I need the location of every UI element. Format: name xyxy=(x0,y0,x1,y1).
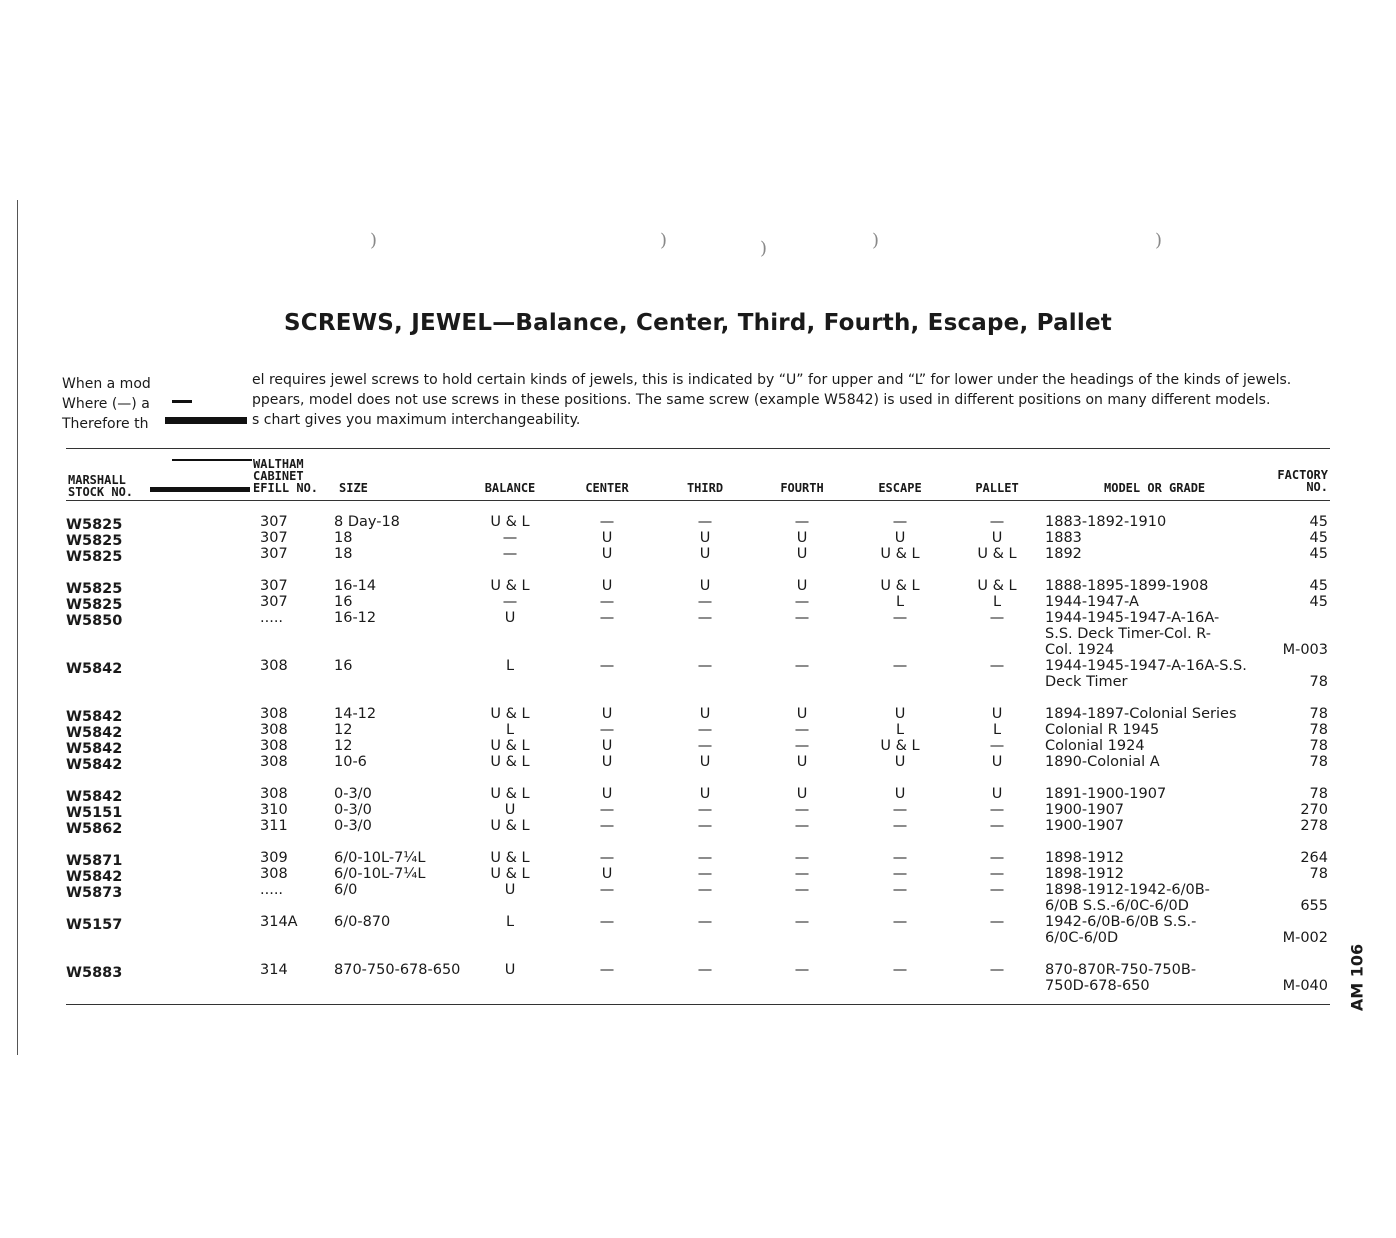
factory-number-cell: 78 xyxy=(1309,674,1328,690)
thi-cell: — xyxy=(697,738,713,754)
stock-number-cell: W5842 xyxy=(66,789,123,805)
model-grade-cell: Deck Timer xyxy=(1045,674,1128,690)
fou-cell: U xyxy=(796,578,808,594)
factory-number-cell: 45 xyxy=(1309,578,1328,594)
esc-cell: — xyxy=(892,658,908,674)
size-cell: 8 Day-18 xyxy=(334,514,400,530)
esc-cell: — xyxy=(892,610,908,626)
header-marshall-1: MARSHALL xyxy=(68,473,126,487)
thi-cell: — xyxy=(697,722,713,738)
esc-cell: U & L xyxy=(880,738,920,754)
fou-cell: — xyxy=(794,514,810,530)
model-grade-cell: Colonial R 1945 xyxy=(1045,722,1160,738)
factory-number-cell: 45 xyxy=(1309,530,1328,546)
model-grade-cell: 1892 xyxy=(1045,546,1082,562)
header-factory-2: NO. xyxy=(1306,480,1328,494)
header-factory-1: FACTORY xyxy=(1277,468,1328,482)
factory-number-cell: 78 xyxy=(1309,722,1328,738)
esc-cell: U xyxy=(894,706,906,722)
cab-cell: 307 xyxy=(260,514,288,530)
model-grade-cell: 1944-1947-A xyxy=(1045,594,1139,610)
bal-cell: U & L xyxy=(490,850,530,866)
pal-cell: U xyxy=(991,706,1003,722)
esc-cell: — xyxy=(892,802,908,818)
stock-number-cell: W5825 xyxy=(66,597,123,613)
intro-left-line-2: Where (—) a xyxy=(62,396,150,412)
cab-cell: 307 xyxy=(260,546,288,562)
bal-cell: U & L xyxy=(490,818,530,834)
cab-cell: 308 xyxy=(260,738,288,754)
cen-cell: U xyxy=(601,786,613,802)
cab-cell: 307 xyxy=(260,594,288,610)
factory-number-cell: 78 xyxy=(1309,738,1328,754)
size-cell: 16 xyxy=(334,594,353,610)
header-fourth: FOURTH xyxy=(780,481,824,495)
stock-number-cell: W5825 xyxy=(66,549,123,565)
bal-cell: — xyxy=(502,594,518,610)
pal-cell: L xyxy=(992,722,1002,738)
thi-cell: U xyxy=(699,754,711,770)
size-cell: 10-6 xyxy=(334,754,367,770)
intro-right-line-2: ppears, model does not use screws in these positions. The same screw (example W5842) is used in different positions on many different models. xyxy=(252,392,1271,408)
fou-cell: U xyxy=(796,754,808,770)
table-bottom-rule xyxy=(66,1004,1330,1005)
pal-cell: — xyxy=(989,962,1005,978)
table-header-rule xyxy=(66,500,1330,501)
model-grade-cell: 6/0B S.S.-6/0C-6/0D xyxy=(1045,898,1189,914)
fou-cell: — xyxy=(794,610,810,626)
bal-cell: U & L xyxy=(490,514,530,530)
factory-number-cell: M-002 xyxy=(1282,930,1328,946)
fou-cell: — xyxy=(794,818,810,834)
pal-cell: — xyxy=(989,914,1005,930)
stock-number-cell: W5842 xyxy=(66,757,123,773)
pal-cell: — xyxy=(989,610,1005,626)
model-grade-cell: 6/0C-6/0D xyxy=(1045,930,1119,946)
cab-cell: 311 xyxy=(260,818,288,834)
esc-cell: U & L xyxy=(880,546,920,562)
esc-cell: — xyxy=(892,514,908,530)
cab-cell: 314 xyxy=(260,962,288,978)
pal-cell: — xyxy=(989,818,1005,834)
thi-cell: — xyxy=(697,594,713,610)
pal-cell: — xyxy=(989,866,1005,882)
intro-right-line-1: el requires jewel screws to hold certain kinds of jewels, this is indicated by “U” for upper and “L” for lower under the headings of the kinds of jewels. xyxy=(252,372,1292,388)
fou-cell: U xyxy=(796,706,808,722)
size-cell: 16-14 xyxy=(334,578,377,594)
redaction-mark xyxy=(165,417,247,424)
factory-number-cell: M-003 xyxy=(1282,642,1328,658)
redaction-mark xyxy=(172,459,252,461)
header-waltham-3: EFILL NO. xyxy=(253,481,319,495)
pal-cell: — xyxy=(989,658,1005,674)
size-cell: 0-3/0 xyxy=(334,786,372,802)
esc-cell: — xyxy=(892,962,908,978)
fou-cell: — xyxy=(794,658,810,674)
pal-cell: — xyxy=(989,738,1005,754)
model-grade-cell: 1944-1945-1947-A-16A-S.S. xyxy=(1045,658,1247,674)
cen-cell: — xyxy=(599,802,615,818)
header-balance: BALANCE xyxy=(484,481,536,495)
bal-cell: U xyxy=(504,610,516,626)
cen-cell: U xyxy=(601,866,613,882)
pal-cell: — xyxy=(989,882,1005,898)
model-grade-cell: 1890-Colonial A xyxy=(1045,754,1160,770)
factory-number-cell: M-040 xyxy=(1282,978,1328,994)
size-cell: 6/0 xyxy=(334,882,358,898)
redaction-mark xyxy=(150,487,250,492)
intro-left-line-1: When a mod xyxy=(62,376,151,392)
fou-cell: — xyxy=(794,594,810,610)
cen-cell: U xyxy=(601,754,613,770)
model-grade-cell: 1898-1912 xyxy=(1045,866,1125,882)
cen-cell: U xyxy=(601,578,613,594)
punch-mark: ) xyxy=(872,230,880,251)
model-grade-cell: 1888-1895-1899-1908 xyxy=(1045,578,1209,594)
factory-number-cell: 78 xyxy=(1309,706,1328,722)
header-third: THIRD xyxy=(686,481,724,495)
fou-cell: — xyxy=(794,738,810,754)
model-grade-cell: 1883 xyxy=(1045,530,1082,546)
header-model: MODEL OR GRADE xyxy=(1104,481,1206,495)
thi-cell: U xyxy=(699,786,711,802)
esc-cell: — xyxy=(892,818,908,834)
cab-cell: 308 xyxy=(260,722,288,738)
model-grade-cell: 1900-1907 xyxy=(1045,818,1125,834)
model-grade-cell: 1883-1892-1910 xyxy=(1045,514,1167,530)
model-grade-cell: 1944-1945-1947-A-16A- xyxy=(1045,610,1220,626)
bal-cell: — xyxy=(502,530,518,546)
fou-cell: — xyxy=(794,882,810,898)
stock-number-cell: W5842 xyxy=(66,741,123,757)
size-cell: 6/0-870 xyxy=(334,914,391,930)
cab-cell: 309 xyxy=(260,850,288,866)
cen-cell: U xyxy=(601,706,613,722)
stock-number-cell: W5850 xyxy=(66,613,123,629)
cen-cell: U xyxy=(601,530,613,546)
esc-cell: U xyxy=(894,754,906,770)
cen-cell: — xyxy=(599,962,615,978)
factory-number-cell: 78 xyxy=(1309,786,1328,802)
bal-cell: U xyxy=(504,882,516,898)
cen-cell: — xyxy=(599,850,615,866)
factory-number-cell: 264 xyxy=(1300,850,1328,866)
model-grade-cell: 1891-1900-1907 xyxy=(1045,786,1167,802)
bal-cell: L xyxy=(505,914,515,930)
cen-cell: — xyxy=(599,514,615,530)
fou-cell: U xyxy=(796,786,808,802)
cab-cell: 310 xyxy=(260,802,288,818)
cab-cell: 308 xyxy=(260,786,288,802)
size-cell: 6/0-10L-7¼L xyxy=(334,850,426,866)
fou-cell: U xyxy=(796,546,808,562)
esc-cell: L xyxy=(895,722,905,738)
punch-mark: ) xyxy=(660,230,668,251)
header-waltham-1: WALTHAM xyxy=(253,457,304,471)
factory-number-cell: 78 xyxy=(1309,754,1328,770)
esc-cell: U xyxy=(894,530,906,546)
cen-cell: — xyxy=(599,610,615,626)
thi-cell: — xyxy=(697,658,713,674)
page-title: SCREWS, JEWEL—Balance, Center, Third, Fourth, Escape, Pallet xyxy=(284,310,1112,336)
thi-cell: — xyxy=(697,850,713,866)
bal-cell: U & L xyxy=(490,706,530,722)
esc-cell: — xyxy=(892,882,908,898)
thi-cell: U xyxy=(699,530,711,546)
model-grade-cell: 1898-1912-1942-6/0B- xyxy=(1045,882,1210,898)
bal-cell: U & L xyxy=(490,578,530,594)
cab-cell: 308 xyxy=(260,754,288,770)
factory-number-cell: 270 xyxy=(1300,802,1328,818)
model-grade-cell: 1942-6/0B-6/0B S.S.- xyxy=(1045,914,1197,930)
esc-cell: U xyxy=(894,786,906,802)
bal-cell: U & L xyxy=(490,754,530,770)
thi-cell: U xyxy=(699,706,711,722)
stock-number-cell: W5842 xyxy=(66,869,123,885)
pal-cell: U xyxy=(991,754,1003,770)
esc-cell: — xyxy=(892,866,908,882)
bal-cell: — xyxy=(502,546,518,562)
pal-cell: — xyxy=(989,514,1005,530)
model-grade-cell: S.S. Deck Timer-Col. R- xyxy=(1045,626,1212,642)
size-cell: 0-3/0 xyxy=(334,818,372,834)
cen-cell: — xyxy=(599,818,615,834)
size-cell: 14-12 xyxy=(334,706,377,722)
stock-number-cell: W5842 xyxy=(66,661,123,677)
cab-cell: 307 xyxy=(260,530,288,546)
pal-cell: — xyxy=(989,850,1005,866)
cen-cell: — xyxy=(599,722,615,738)
thi-cell: — xyxy=(697,610,713,626)
size-cell: 16 xyxy=(334,658,353,674)
fou-cell: — xyxy=(794,914,810,930)
thi-cell: — xyxy=(697,962,713,978)
thi-cell: — xyxy=(697,866,713,882)
header-size: SIZE xyxy=(339,481,368,495)
model-grade-cell: 870-870R-750-750B- xyxy=(1045,962,1197,978)
stock-number-cell: W5871 xyxy=(66,853,123,869)
model-grade-cell: Col. 1924 xyxy=(1045,642,1115,658)
size-cell: 18 xyxy=(334,546,353,562)
model-grade-cell: 1898-1912 xyxy=(1045,850,1125,866)
factory-number-cell: 45 xyxy=(1309,594,1328,610)
thi-cell: U xyxy=(699,546,711,562)
intro-right-line-3: s chart gives you maximum interchangeability. xyxy=(252,412,581,428)
thi-cell: — xyxy=(697,882,713,898)
header-waltham-2: CABINET xyxy=(253,469,304,483)
factory-number-cell: 278 xyxy=(1300,818,1328,834)
thi-cell: — xyxy=(697,818,713,834)
pal-cell: U & L xyxy=(977,546,1017,562)
punch-mark: ) xyxy=(1155,230,1163,251)
stock-number-cell: W5842 xyxy=(66,725,123,741)
stock-number-cell: W5157 xyxy=(66,917,123,933)
model-grade-cell: 750D-678-650 xyxy=(1045,978,1150,994)
table-top-rule xyxy=(66,448,1330,449)
stock-number-cell: W5873 xyxy=(66,885,123,901)
punch-mark: ) xyxy=(760,238,768,259)
pal-cell: — xyxy=(989,802,1005,818)
stock-number-cell: W5825 xyxy=(66,581,123,597)
size-cell: 12 xyxy=(334,738,353,754)
bal-cell: U & L xyxy=(490,866,530,882)
bal-cell: L xyxy=(505,658,515,674)
cen-cell: U xyxy=(601,738,613,754)
header-marshall-2: STOCK NO. xyxy=(68,485,134,499)
header-pallet: PALLET xyxy=(975,481,1019,495)
fou-cell: U xyxy=(796,530,808,546)
size-cell: 6/0-10L-7¼L xyxy=(334,866,426,882)
intro-left-line-3: Therefore th xyxy=(62,416,149,432)
cen-cell: — xyxy=(599,594,615,610)
thi-cell: — xyxy=(697,514,713,530)
stock-number-cell: W5825 xyxy=(66,533,123,549)
cab-cell: ..... xyxy=(260,882,284,898)
thi-cell: — xyxy=(697,802,713,818)
esc-cell: L xyxy=(895,594,905,610)
fou-cell: — xyxy=(794,722,810,738)
cab-cell: 307 xyxy=(260,578,288,594)
factory-number-cell: 45 xyxy=(1309,514,1328,530)
thi-cell: — xyxy=(697,914,713,930)
punch-mark: ) xyxy=(370,230,378,251)
bal-cell: U & L xyxy=(490,738,530,754)
stock-number-cell: W5862 xyxy=(66,821,123,837)
esc-cell: — xyxy=(892,914,908,930)
size-cell: 18 xyxy=(334,530,353,546)
header-escape: ESCAPE xyxy=(878,481,922,495)
fou-cell: — xyxy=(794,850,810,866)
bal-cell: U xyxy=(504,802,516,818)
bal-cell: L xyxy=(505,722,515,738)
page-number-label: AM 106 xyxy=(1347,943,1367,1012)
bal-cell: U & L xyxy=(490,786,530,802)
cen-cell: — xyxy=(599,882,615,898)
redaction-mark xyxy=(172,400,192,403)
cab-cell: 308 xyxy=(260,706,288,722)
factory-number-cell: 78 xyxy=(1309,866,1328,882)
cab-cell: 308 xyxy=(260,866,288,882)
fou-cell: — xyxy=(794,866,810,882)
cen-cell: U xyxy=(601,546,613,562)
cab-cell: ..... xyxy=(260,610,284,626)
cen-cell: — xyxy=(599,914,615,930)
fou-cell: — xyxy=(794,962,810,978)
stock-number-cell: W5842 xyxy=(66,709,123,725)
pal-cell: U & L xyxy=(977,578,1017,594)
bal-cell: U xyxy=(504,962,516,978)
stock-number-cell: W5151 xyxy=(66,805,123,821)
esc-cell: U & L xyxy=(880,578,920,594)
stock-number-cell: W5883 xyxy=(66,965,123,981)
size-cell: 870-750-678-650 xyxy=(334,962,461,978)
size-cell: 12 xyxy=(334,722,353,738)
pal-cell: L xyxy=(992,594,1002,610)
thi-cell: U xyxy=(699,578,711,594)
model-grade-cell: 1900-1907 xyxy=(1045,802,1125,818)
model-grade-cell: Colonial 1924 xyxy=(1045,738,1145,754)
cen-cell: — xyxy=(599,658,615,674)
pal-cell: U xyxy=(991,530,1003,546)
cab-cell: 308 xyxy=(260,658,288,674)
esc-cell: — xyxy=(892,850,908,866)
size-cell: 0-3/0 xyxy=(334,802,372,818)
pal-cell: U xyxy=(991,786,1003,802)
factory-number-cell: 45 xyxy=(1309,546,1328,562)
stock-number-cell: W5825 xyxy=(66,517,123,533)
factory-number-cell: 655 xyxy=(1300,898,1328,914)
header-center: CENTER xyxy=(585,481,629,495)
size-cell: 16-12 xyxy=(334,610,377,626)
cab-cell: 314A xyxy=(260,914,298,930)
fou-cell: — xyxy=(794,802,810,818)
model-grade-cell: 1894-1897-Colonial Series xyxy=(1045,706,1237,722)
